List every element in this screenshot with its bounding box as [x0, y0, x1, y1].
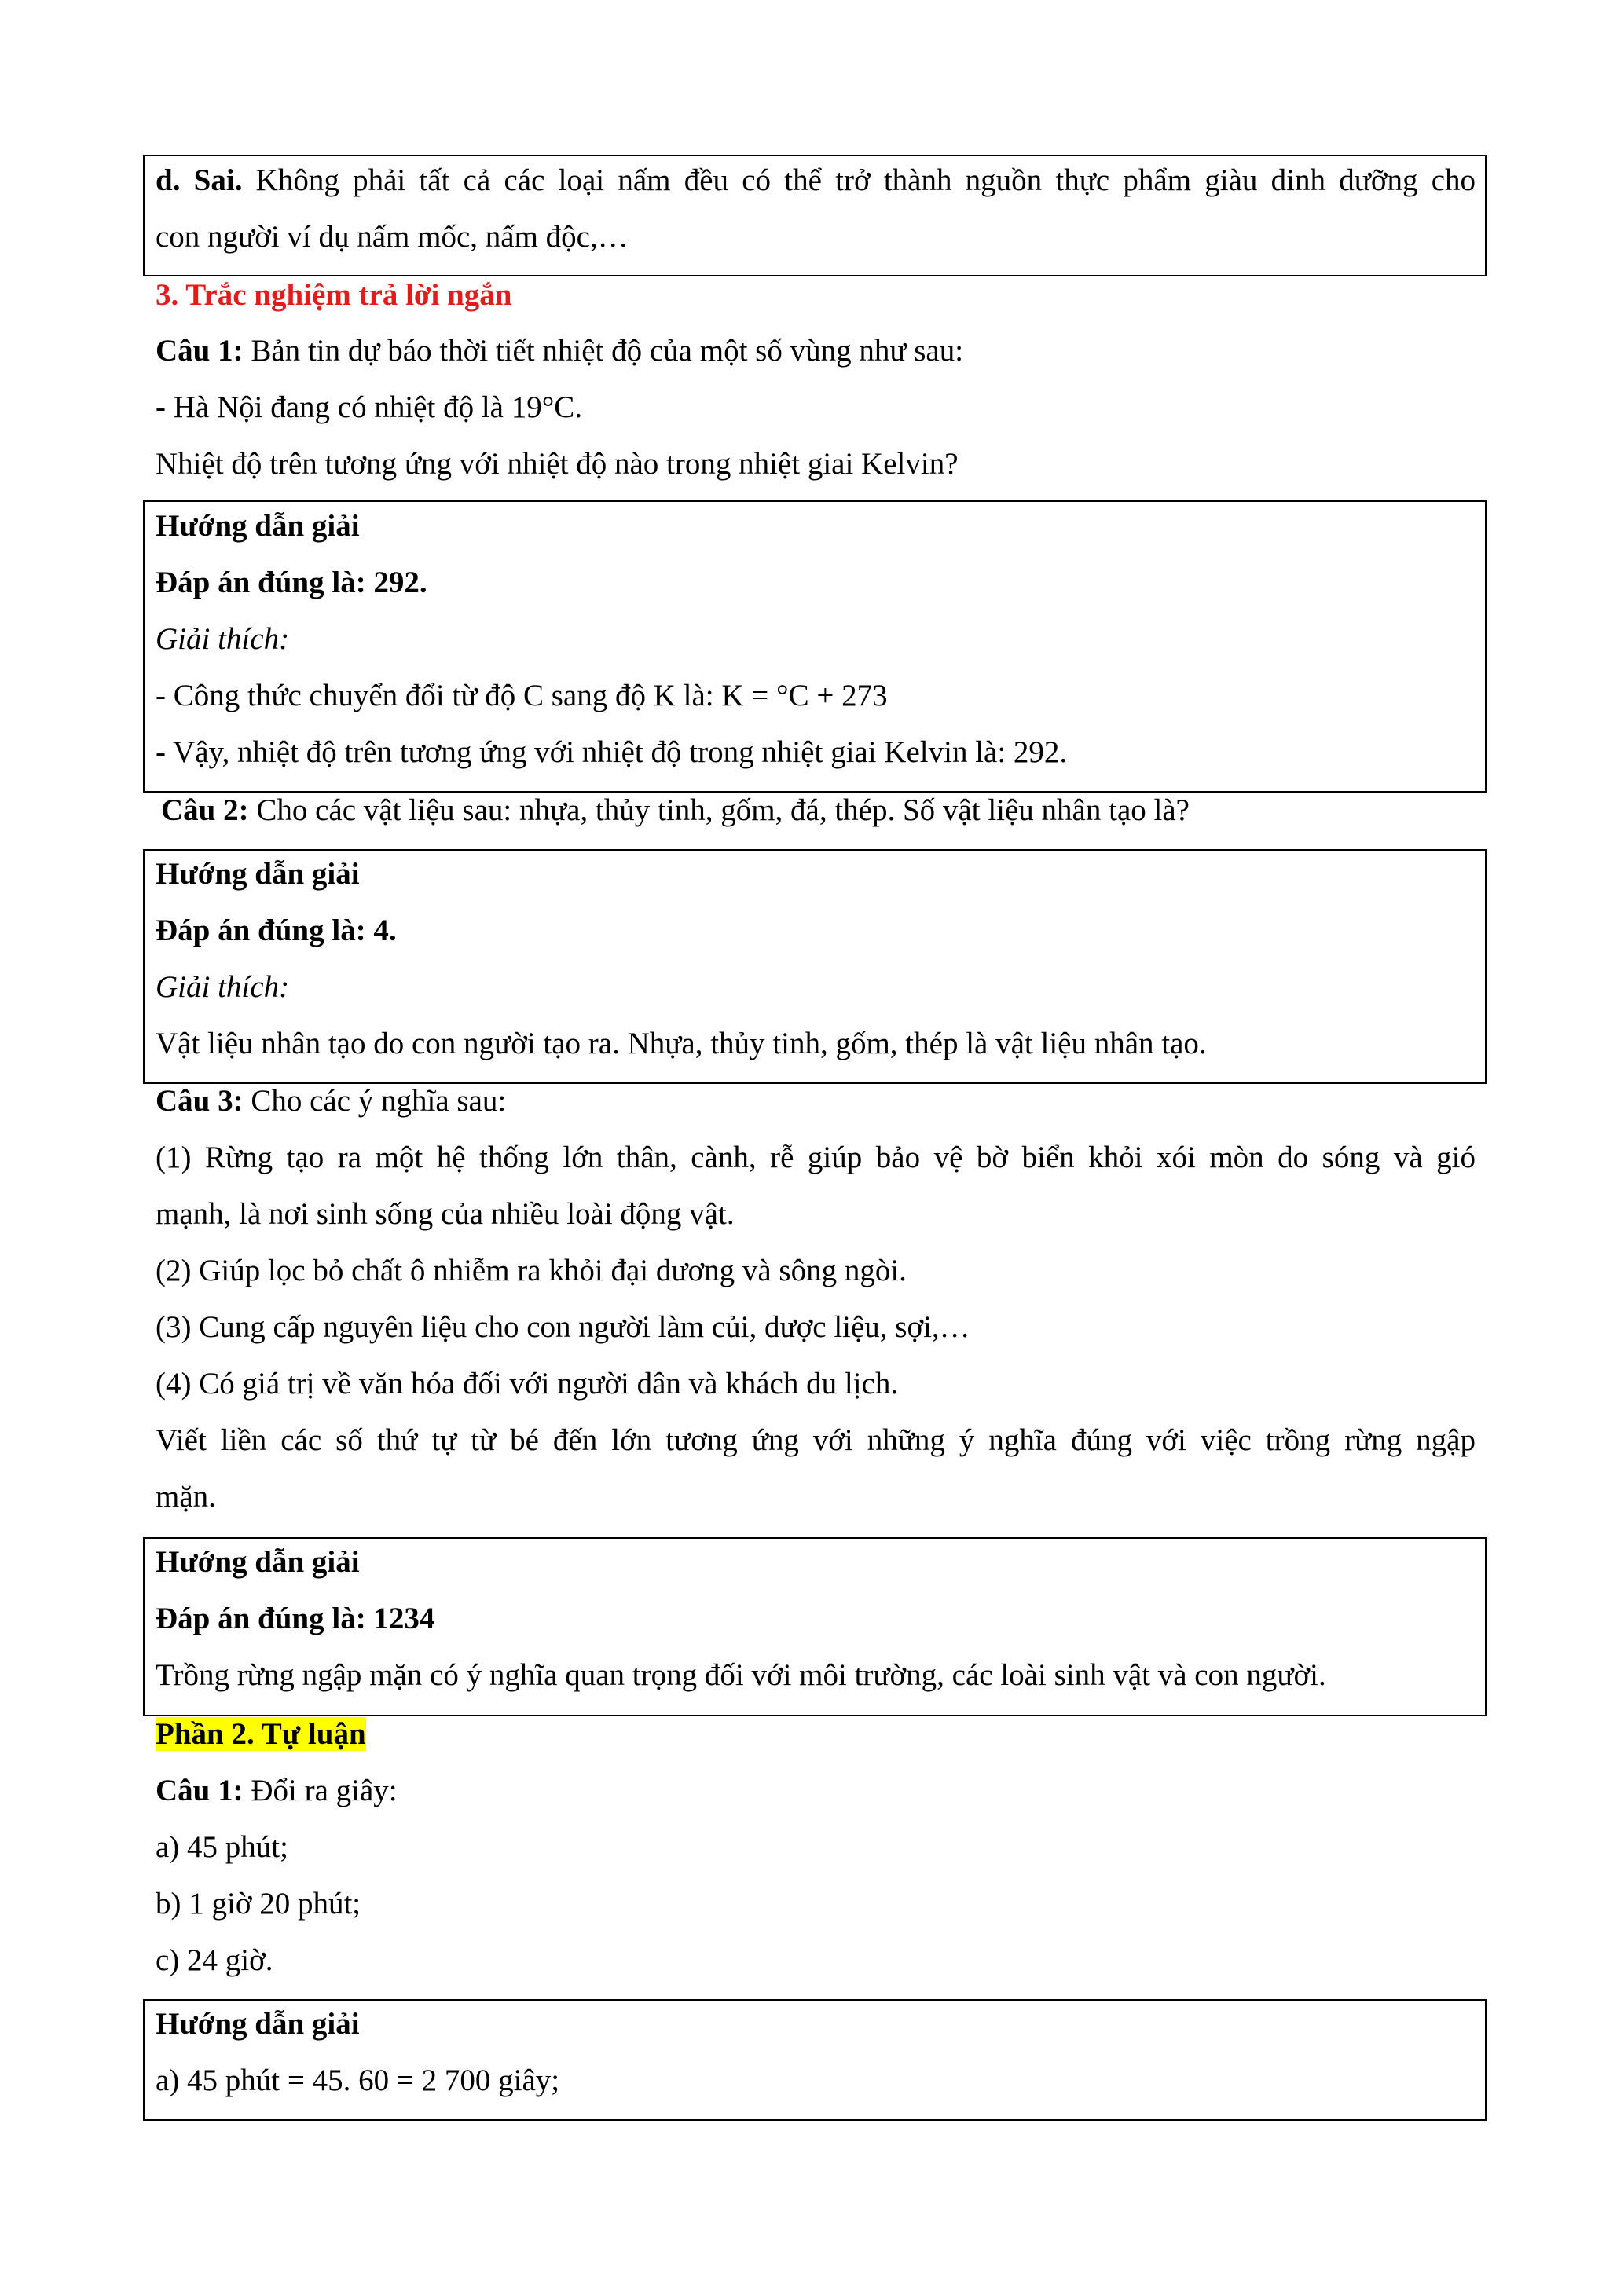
question-2-text: Cho các vật liệu sau: nhựa, thủy tinh, gốm, đá, thép. Số vật liệu nhân tạo là? [248, 793, 1190, 827]
q3-answer: Đáp án đúng là: 1234 [156, 1602, 435, 1635]
essay-question-1 [156, 1771, 1476, 1811]
question-3 [156, 1082, 1476, 1121]
essay-q1-solution-a: a) 45 phút = 45. 60 = 2 700 giây; [156, 2063, 560, 2097]
essay-q1-a: a) 45 phút; [156, 1830, 288, 1864]
section-3-title: 3. Trắc nghiệm trả lời ngắn [156, 278, 512, 312]
question-1-text: Bản tin dự báo thời tiết nhiệt độ của một số vùng như sau: [243, 334, 964, 368]
answer-d-label: d. Sai. [156, 163, 243, 197]
part-2-title: Phần 2. Tự luận [156, 1717, 366, 1751]
answer-d-text: Không phải tất cả các loại nấm đều có thể trở thành nguồn thực phẩm giàu dinh dưỡng cho [242, 163, 1476, 197]
question-1-line3: Nhiệt độ trên tương ứng với nhiệt độ nào trong nhiệt giai Kelvin? [156, 447, 959, 481]
essay-question-1-label: Câu 1: [156, 1774, 244, 1807]
essay-question-1-text: Đổi ra giây: [243, 1774, 398, 1807]
q2-answer: Đáp án đúng là: 4. [156, 914, 397, 947]
answer-d-line1 [156, 161, 1476, 200]
q1-answer: Đáp án đúng là: 292. [156, 566, 427, 599]
essay-q1-guide-heading: Hướng dẫn giải [156, 2007, 360, 2041]
q3-explain-1: Trồng rừng ngập mặn có ý nghĩa quan trọng đối với môi trường, các loài sinh vật và con người. [156, 1658, 1326, 1692]
question-3-label: Câu 3: [156, 1084, 244, 1118]
essay-q1-c: c) 24 giờ. [156, 1943, 273, 1977]
question-1 [156, 331, 1476, 371]
q2-guide-heading: Hướng dẫn giải [156, 857, 360, 891]
part-2-title-line [156, 1715, 1476, 1754]
answer-d-line2: con người ví dụ nấm mốc, nấm độc,… [156, 220, 629, 254]
question-1-line2: - Hà Nội đang có nhiệt độ là 19°C. [156, 390, 583, 424]
q3-item-2: (2) Giúp lọc bỏ chất ô nhiễm ra khỏi đại dương và sông ngòi. [156, 1254, 907, 1287]
q3-item-4: (4) Có giá trị về văn hóa đối với người dân và khách du lịch. [156, 1367, 899, 1401]
q3-item-1-line2: mạnh, là nơi sinh sống của nhiều loài động vật. [156, 1197, 735, 1231]
q3-item-1-line1: (1) Rừng tạo ra một hệ thống lớn thân, cành, rễ giúp bảo vệ bờ biển khỏi xói mòn do sóng và gió [156, 1141, 1476, 1174]
q3-item-3: (3) Cung cấp nguyên liệu cho con người làm củi, dược liệu, sợi,… [156, 1310, 970, 1344]
essay-q1-b: b) 1 giờ 20 phút; [156, 1887, 361, 1921]
q3-prompt-line2: mặn. [156, 1480, 216, 1514]
question-3-text: Cho các ý nghĩa sau: [243, 1084, 507, 1118]
q2-explain-1: Vật liệu nhân tạo do con người tạo ra. Nhựa, thủy tinh, gốm, thép là vật liệu nhân tạo. [156, 1027, 1207, 1060]
q2-explain-label: Giải thích: [156, 970, 290, 1004]
question-2 [161, 791, 1481, 830]
q1-guide-heading: Hướng dẫn giải [156, 509, 360, 543]
q1-explain-label: Giải thích: [156, 622, 290, 656]
q1-explain-2: - Vậy, nhiệt độ trên tương ứng với nhiệt độ trong nhiệt giai Kelvin là: 292. [156, 735, 1068, 769]
question-2-label: Câu 2: [161, 793, 249, 827]
q3-prompt-line1: Viết liền các số thứ tự từ bé đến lớn tương ứng với những ý nghĩa đúng với việc trồng rừng ngập [156, 1423, 1476, 1457]
q1-explain-1: - Công thức chuyển đổi từ độ C sang độ K là: K = °C + 273 [156, 679, 888, 712]
question-1-label: Câu 1: [156, 334, 244, 368]
q3-guide-heading: Hướng dẫn giải [156, 1545, 360, 1579]
